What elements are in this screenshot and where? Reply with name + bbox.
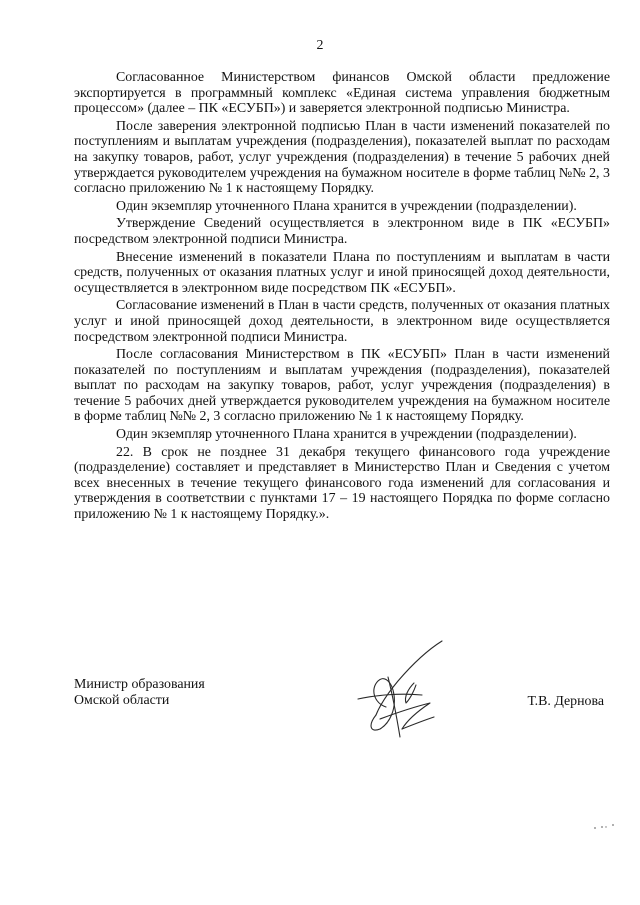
signer-title-line: Омской области (74, 692, 170, 708)
scan-dots-icon (592, 822, 618, 832)
paragraph: Согласованное Министерством финансов Омской области предложение экспортируется в программный комплекс «Единая система управления бюджетным процессом» (далее – ПК «ЕСУБП») и заверяется электронной подписью Министра. (74, 70, 610, 117)
paragraph: Согласование изменений в План в части средств, полученных от оказания платных услуг и иной приносящей доход деятельности, в электронном виде осуществляется посредством электронной подписи Министра. (74, 298, 610, 345)
document-body (74, 70, 610, 525)
paragraph: Один экземпляр уточненного Плана хранится в учреждении (подразделении). (116, 427, 577, 443)
paragraph: После согласования Министерством в ПК «ЕСУБП» План в части изменений показателей по поступлениям и выплатам учреждения (подразделения), показателей выплат по расходам на закупку товаров, работ, услуг учреждения (подразделения) в течение 5 рабочих дней утверждается руководителем учреждения на бумажном носителе в форме таблиц №№ 2, 3 согласно приложению № 1 к настоящему Порядку. (74, 347, 610, 425)
paragraph: Утверждение Сведений осуществляется в электронном виде в ПК «ЕСУБП» посредством электронной подписи Министра. (74, 216, 610, 247)
paragraph: Внесение изменений в показатели Плана по поступлениям и выплатам в части средств, полученных от оказания платных услуг и иной приносящей доход деятельности, осуществляется в электронном виде посредством ПК «ЕСУБП». (74, 249, 610, 296)
paragraph: Один экземпляр уточненного Плана хранится в учреждении (подразделении). (116, 198, 577, 214)
paragraph: После заверения электронной подписью План в части изменений показателей по поступлениям и выплатам учреждения (подразделения), показателей выплат по расходам на закупку товаров, работ, услуг учреждения (подразделения) в течение 5 рабочих дней утверждается руководителем учреждения на бумажном носителе в форме таблиц №№ 2, 3 согласно приложению № 1 к настоящему Порядку. (74, 118, 610, 197)
signer-title (74, 677, 294, 708)
signer-name: Т.В. Дернова (527, 694, 604, 709)
paragraph-item-22: 22. В срок не позднее 31 декабря текущего финансового года учреждение (подразделение) составляет и представляет в Министерство План и Сведения с учетом всех внесенных в течение текущего финансового года изменений для согласования и утверждения в соответствии с пунктами 17 – 19 настоящего Порядка по форме согласно приложению № 1 к настоящему Порядку.». (74, 444, 610, 523)
handwritten-signature-icon (318, 637, 468, 747)
signer-title-line: Министр образования (74, 677, 205, 692)
page-number: 2 (316, 38, 324, 53)
